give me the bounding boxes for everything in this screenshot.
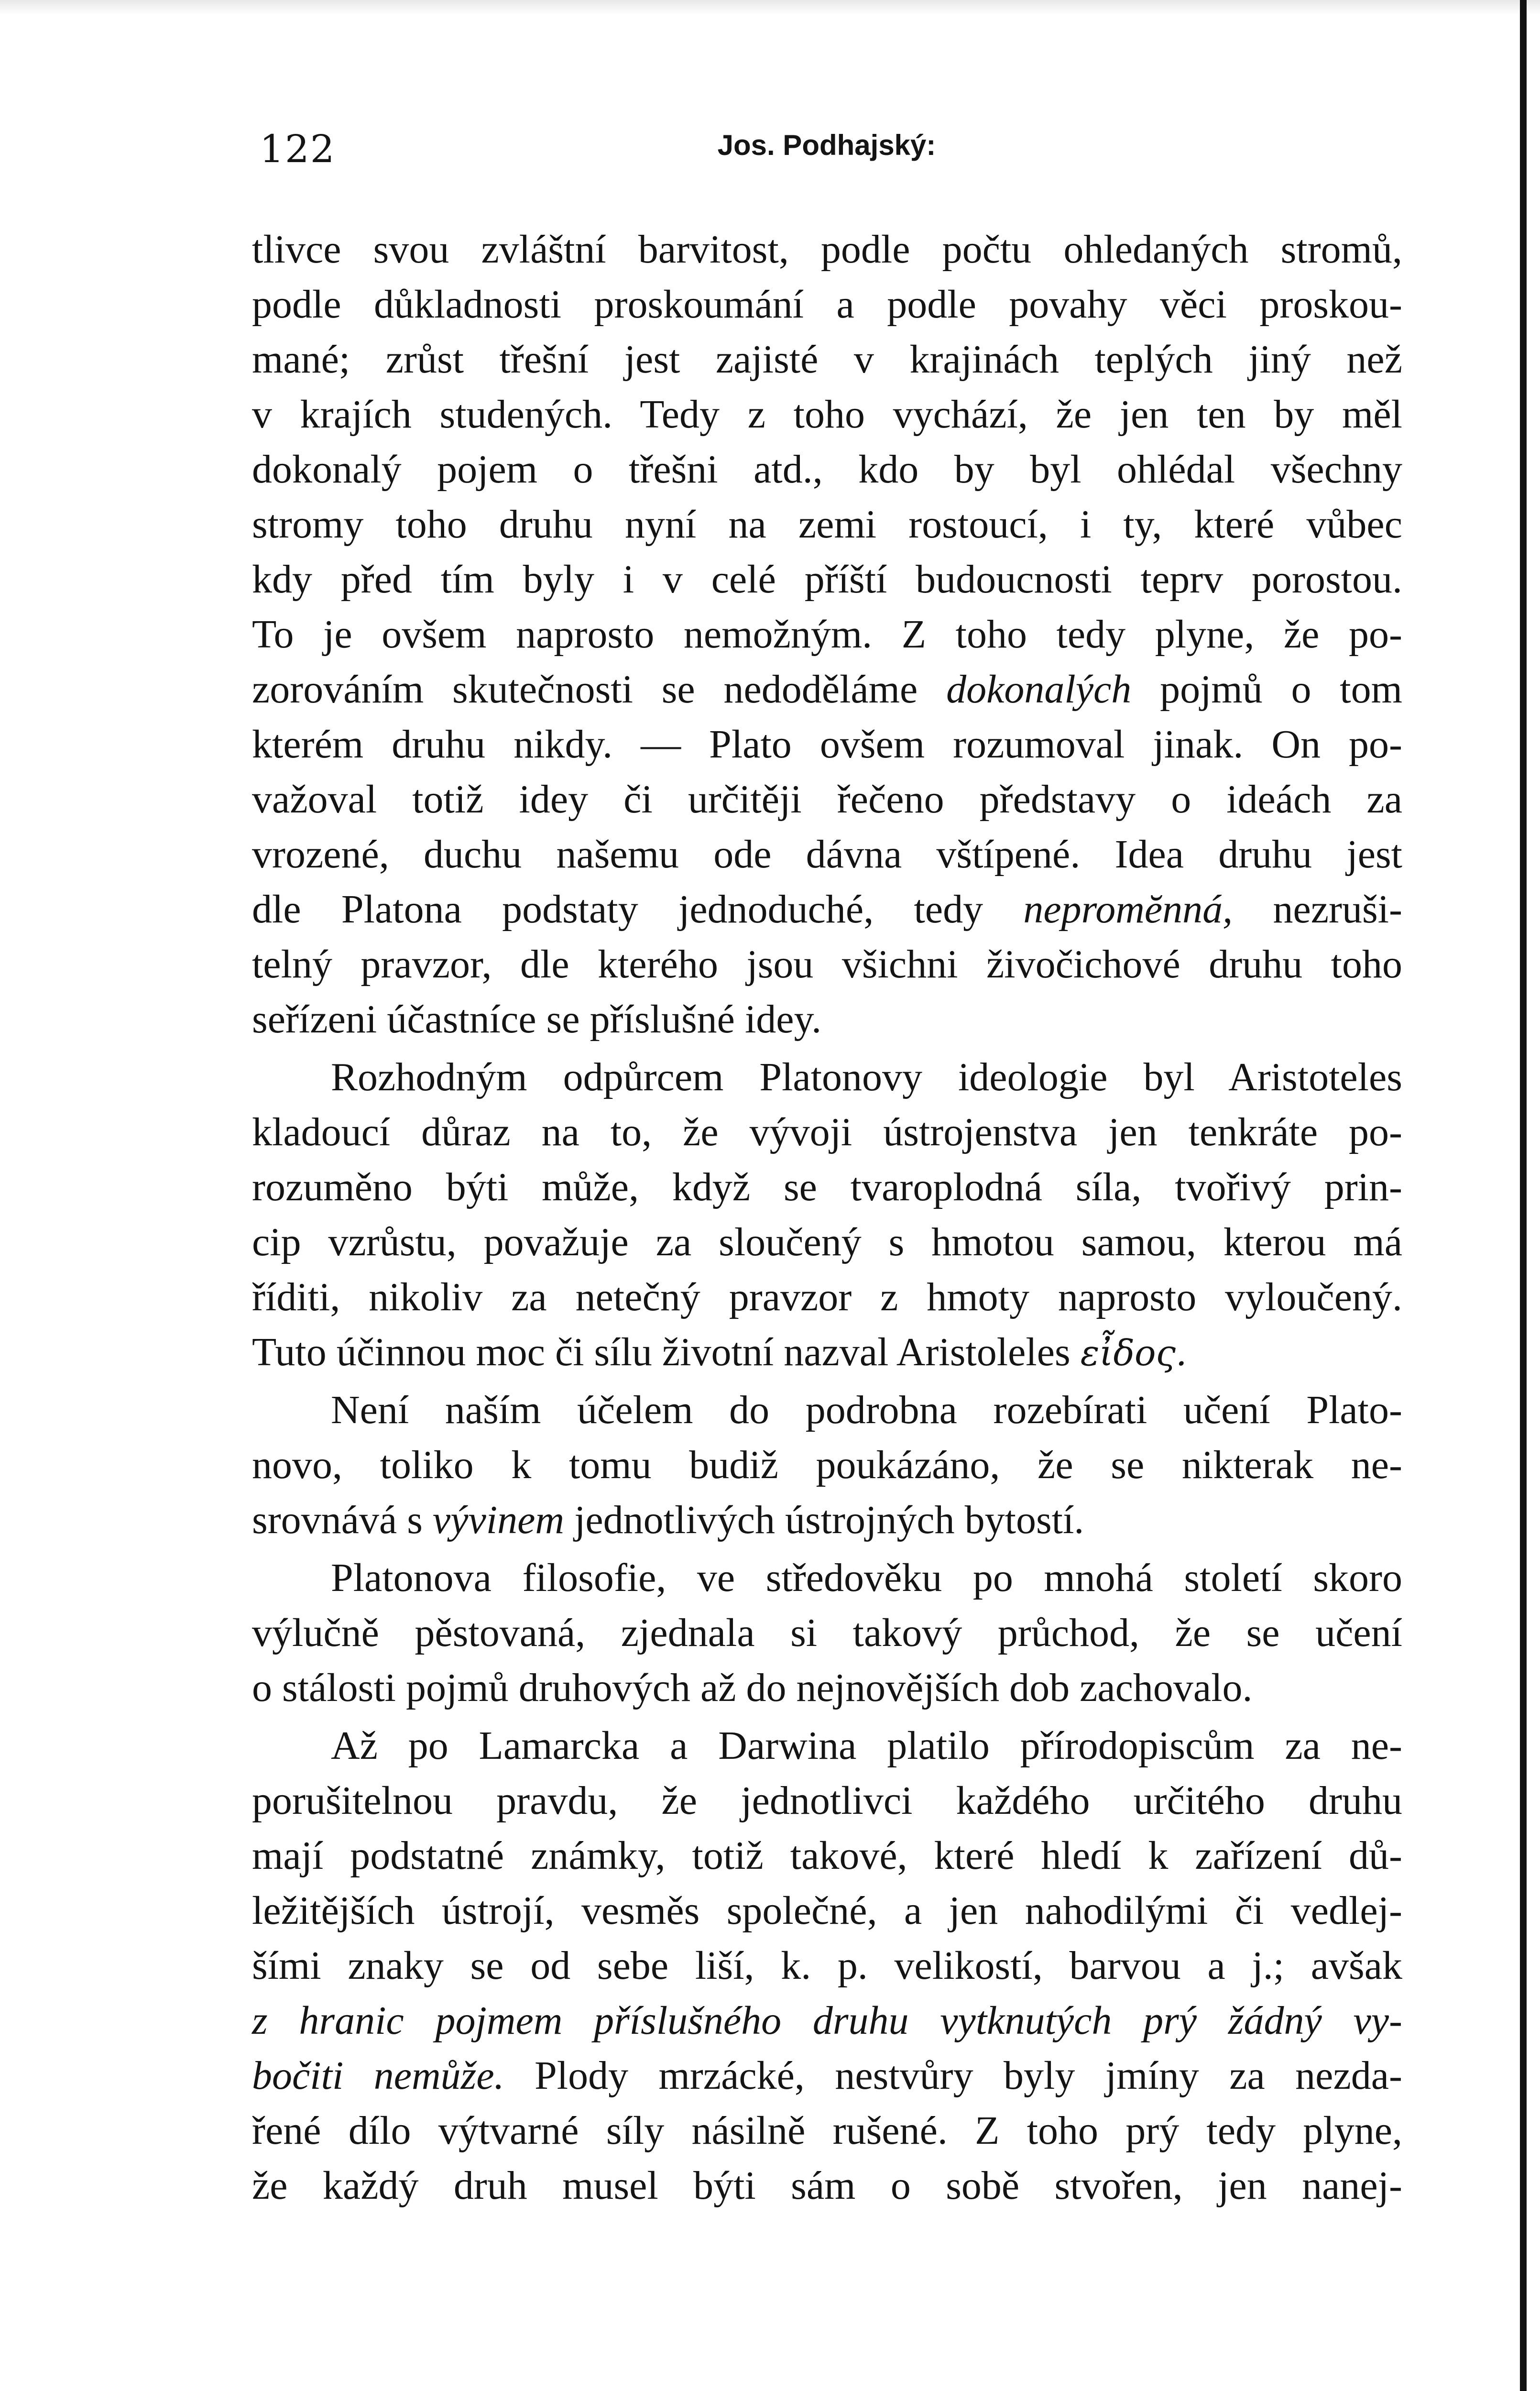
text-segment: podle důkladnosti proskoumání a podle povahy věci proskou- — [252, 282, 1402, 327]
text-segment: Plody mrzácké, nestvůry byly jmíny za nezda- — [504, 2053, 1402, 2098]
text-line — [252, 2103, 1402, 2158]
text-line — [252, 222, 1402, 277]
text-segment: o stálosti pojmů druhových až do nejnovějších dob zachovalo. — [252, 1666, 1253, 1710]
text-line — [252, 1105, 1402, 1160]
text-segment: kdy před tím byly i v celé příští budoucnosti teprv porostou. — [252, 557, 1402, 602]
text-segment: nezruši- — [1233, 887, 1402, 932]
text-line — [252, 387, 1402, 442]
text-line — [252, 1828, 1402, 1883]
text-line — [252, 1215, 1402, 1270]
text-segment: říditi, nikoliv za netečný pravzor z hmoty naprosto vyloučený. — [252, 1275, 1402, 1319]
text-line — [252, 1660, 1402, 1715]
text-line — [252, 1050, 1402, 1105]
text-line — [252, 1605, 1402, 1660]
text-line — [252, 497, 1402, 552]
text-line — [252, 1993, 1402, 2048]
text-line — [252, 1382, 1402, 1437]
text-line — [252, 1773, 1402, 1828]
text-segment: jednotlivých ústrojných bytostí. — [564, 1498, 1084, 1542]
text-segment: výlučně pěstovaná, zjednala si takový průchod, že se učení — [252, 1611, 1402, 1655]
page-border-rule — [1520, 0, 1527, 2391]
text-segment: telný pravzor, dle kterého jsou všichni živočichové druhu toho — [252, 942, 1402, 987]
text-segment: řené dílo výtvarné síly násilně rušené. Z toho prý tedy plyne, — [252, 2108, 1402, 2153]
text-segment: ležitějších ústrojí, vesměs společné, a jen nahodilými či vedlej- — [252, 1888, 1402, 1933]
italic-text: z hranic pojmem příslušného druhu vytknutých prý žádný vy- — [252, 1998, 1402, 2043]
text-segment: kladoucí důraz na to, že vývoji ústrojenstva jen tenkráte po- — [252, 1110, 1402, 1154]
text-segment: porušitelnou pravdu, že jednotlivci každého určitého druhu — [252, 1778, 1402, 1823]
text-line — [252, 772, 1402, 827]
text-line — [252, 1270, 1402, 1325]
text-line — [252, 277, 1402, 332]
text-line — [252, 827, 1402, 882]
text-segment: cip vzrůstu, považuje za sloučený s hmotou samou, kterou má — [252, 1220, 1402, 1264]
text-line — [252, 1938, 1402, 1993]
text-segment: Až po Lamarcka a Darwina platilo přírodopiscům za ne- — [331, 1723, 1402, 1768]
text-line — [252, 1325, 1402, 1380]
running-head: Jos. Podhajský: — [717, 129, 936, 161]
text-segment: šími znaky se od sebe liší, k. p. velikostí, barvou a j.; avšak — [252, 1943, 1402, 1988]
text-line — [252, 1550, 1402, 1605]
text-segment: že každý druh musel býti sám o sobě stvořen, jen nanej- — [252, 2163, 1402, 2208]
page-edge — [0, 0, 1540, 14]
text-segment: To je ovšem naprosto nemožným. Z toho tedy plyne, že po- — [252, 612, 1402, 657]
page-header — [252, 122, 1401, 175]
text-segment: mají podstatné známky, totiž takové, které hledí k zařízení dů- — [252, 1833, 1402, 1878]
page-number: 122 — [260, 127, 336, 171]
text-line — [252, 552, 1402, 607]
text-segment: mané; zrůst třešní jest zajisté v krajinách teplých jiný než — [252, 337, 1402, 382]
text-segment: rozuměno býti může, když se tvaroplodná síla, tvořivý prin- — [252, 1165, 1402, 1209]
text-line — [252, 332, 1402, 387]
text-line — [252, 882, 1402, 937]
text-segment: važoval totiž idey či určitěji řečeno představy o ideách za — [252, 777, 1402, 822]
greek-text: εἶδος. — [1080, 1333, 1187, 1374]
text-line — [252, 1437, 1402, 1492]
text-segment: stromy toho druhu nyní na zemi rostoucí, i ty, které vůbec — [252, 502, 1402, 547]
text-segment: Není naším účelem do podrobna rozebírati učení Plato- — [331, 1388, 1402, 1432]
text-line — [252, 2048, 1402, 2103]
text-segment: kterém druhu nikdy. — Plato ovšem rozumoval jinak. On po- — [252, 722, 1402, 767]
text-segment: zorováním skutečnosti se nedoděláme — [252, 667, 947, 712]
text-segment: dokonalý pojem o třešni atd., kdo by byl ohlédal všechny — [252, 447, 1402, 492]
italic-text: vývinem — [432, 1498, 565, 1542]
text-line — [252, 442, 1402, 497]
text-line — [252, 1160, 1402, 1215]
text-line — [252, 1883, 1402, 1938]
italic-text: dokonalých — [946, 667, 1132, 712]
text-segment: srovnává s — [252, 1498, 433, 1542]
text-line — [252, 937, 1402, 992]
text-segment: tlivce svou zvláštní barvitost, podle počtu ohledaných stromů, — [252, 227, 1402, 272]
text-line — [252, 2158, 1402, 2213]
body-text — [252, 222, 1402, 2213]
text-line — [252, 662, 1402, 717]
text-line — [252, 992, 1402, 1047]
text-line — [252, 607, 1402, 662]
text-segment: novo, toliko k tomu budiž poukázáno, že se nikterak ne- — [252, 1443, 1402, 1487]
text-line — [252, 1718, 1402, 1773]
text-segment: v krajích studených. Tedy z toho vychází, že jen ten by měl — [252, 392, 1402, 437]
text-segment: Tuto účinnou moc či sílu životní nazval Aristoleles — [252, 1330, 1081, 1374]
text-segment: Rozhodným odpůrcem Platonovy ideologie byl Aristoteles — [331, 1055, 1402, 1099]
text-line — [252, 717, 1402, 772]
text-segment: dle Platona podstaty jednoduché, tedy — [252, 887, 1024, 932]
text-segment: Platonova filosofie, ve středověku po mnohá století skoro — [331, 1556, 1402, 1600]
text-line — [252, 1492, 1402, 1547]
text-segment: seřízeni účastníce se příslušné idey. — [252, 997, 822, 1042]
italic-text: nepromĕnná, — [1023, 887, 1233, 932]
text-segment: pojmů o tom — [1131, 667, 1402, 712]
italic-text: bočiti nemůže. — [252, 2053, 504, 2098]
text-segment: vrozené, duchu našemu ode dávna vštípené. Idea druhu jest — [252, 832, 1402, 877]
